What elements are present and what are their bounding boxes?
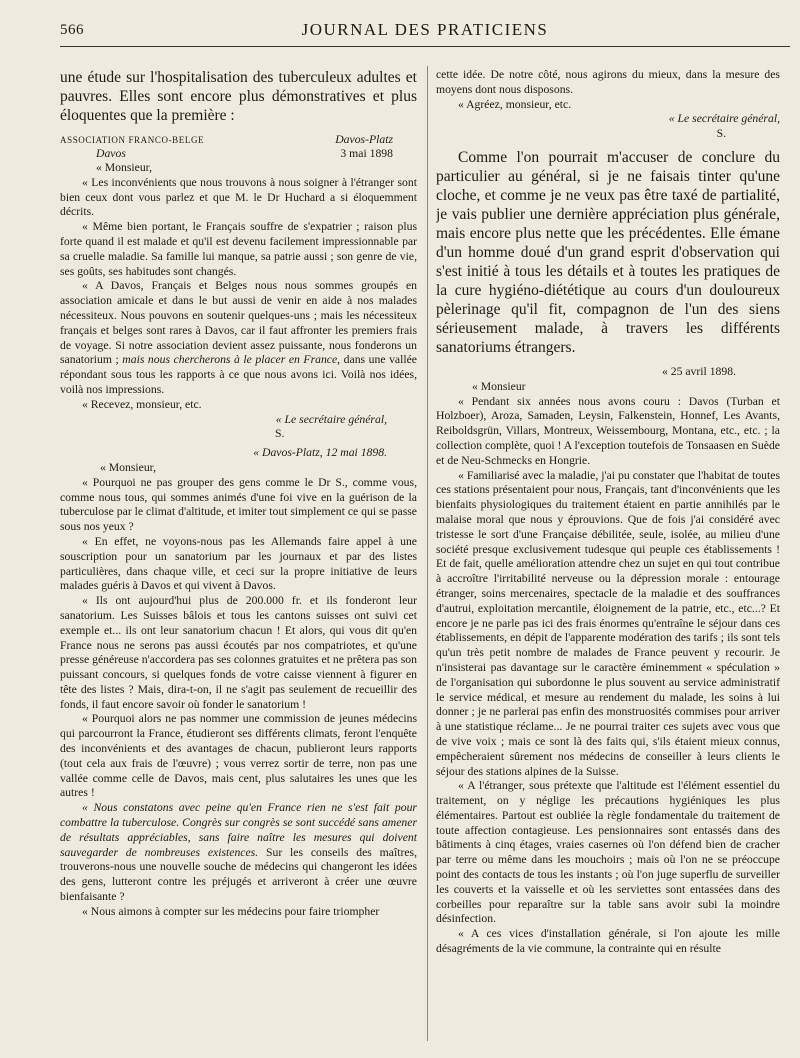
dateline: « Davos-Platz, 12 mai 1898. xyxy=(253,446,387,460)
letter-paragraph: « Familiarisé avec la maladie, j'ai pu constater que l'habitat de toutes ces stations présentaient pour nous, Français, tant d'inconvénients que les bienfaits physiologiques du traitement étaient en partie annihilés par le malaise moral que nous y éprouvions. Que de fois j'ai considéré avec tristesse le sort d'une Française débilitée, seule, isolée, au milieu d'une société presque exclusivement tudesque qui peuple ces établissements ! Et de fait, quelle amélioration attendre chez un sujet en qui tout contribue à accroître l'irritabilité nerveuse ou la dépression morale : entourage étranger, soins mercenaires, spectacle de la maladie et des souffrances d'autrui, exploitation mercantile, éloignement de la patrie, etc., etc...? Et encore je ne parle pas ici des frais énormes qu'entraîne le séjour dans ces établissements, en dépit de l'apparente modération des tarifs ; ils sont tels qu'un très petit nombre de malades de France peuvent y recourir. Je n'insisterai pas davantage sur le caractère éminemment « spéculation » de l'organisation qui subordonne le plus souvent au service administratif le service médical, et mesure au rendement du malade, les soins à lui donner ; je ne parlerai pas enfin des monstruosités commises pour arriver à une statistique réclame... Je ne pourrai traiter ces sujets avec vous que de vive voix ; mais ce sont là des faits qui, s'ils étaient mieux connus, empêcheraient sûrement nos médecins de conseiller à leurs clients le séjour des stations alpines de la Suisse. xyxy=(436,468,780,778)
letter-davos-12-mai xyxy=(60,446,417,920)
body-paragraph xyxy=(436,148,780,357)
left-column xyxy=(60,68,417,1048)
letter-heading-2 xyxy=(60,147,417,161)
letter-heading xyxy=(60,133,417,147)
page-number: 566 xyxy=(60,22,84,38)
letter-paragraph xyxy=(60,279,417,397)
letter-paragraph: cette idée. De notre côté, nous agirons du mieux, dans la mesure des moyens dont nous disposons. xyxy=(436,68,780,96)
letter-25-avril xyxy=(436,365,780,957)
letter-paragraph xyxy=(60,801,417,905)
letter-paragraph: « Les inconvénients que nous trouvons à nous soigner à l'étranger sont bien ceux dont vous parlez et que M. le Dr Huchard a si éloquemment décrits. xyxy=(60,175,417,219)
salutation: « Monsieur, xyxy=(96,161,153,174)
signature: S. xyxy=(275,427,285,441)
running-header xyxy=(60,20,790,46)
body-text: Comme l'on pourrait m'accuser de conclure du particulier au général, si je ne faisais tinter qu'une cloche, et comme je ne veux pas être taxé de partialité, je vais publier une dernière appréciation plus générale, mais encore plus nette que les précédentes. Elle émane d'un homme doué d'un grand esprit d'observation qui s'est initié à tous les détails et à toutes les pratiques de la cure hygiéno-diététique au cours d'un douloureux pèlerinage qu'il fit, compagnon de l'un des siens sérieusement malade, à travers les différents sanatoriums étrangers. xyxy=(436,148,780,356)
signature-title: « Le secrétaire général, xyxy=(275,412,387,426)
text-run: dans une vallée répondant sous tous les rapports à ce que nous avons ici. Voilà nos idées, voilà nos impressions. xyxy=(60,353,417,396)
letter-paragraph: « Recevez, monsieur, etc. xyxy=(82,397,202,411)
text-run: Sur les conseils des maîtres, trouverons-nous une nouvelle souche de médecins qui changeront les idées des gens, lutteront contre les préjugés et arriveront à créer une œuvre bienfaisante ? xyxy=(60,845,417,904)
letter-paragraph: « Pourquoi ne pas grouper des gens comme le Dr S., comme vous, comme nous tous, qui sommes animés d'une foi vive en la guérison de la tuberculose par le climat d'altitude, et imiter tout simplement ce qui se passe sous nos yeux ? xyxy=(60,475,417,534)
letter-paragraph: « Nous aimons à compter sur les médecins pour faire triompher xyxy=(82,904,380,918)
salutation: « Monsieur xyxy=(472,379,526,393)
letter-date: « 25 avril 1898. xyxy=(661,364,736,378)
association-place: Davos xyxy=(96,147,126,160)
letter-continuation xyxy=(436,68,780,142)
letter-paragraph: « En effet, ne voyons-nous pas les Allemands faire appel à une souscription pour un sanatorium par les journaux et par des listes particulières, dans chaque ville, et ceci sur la propre initiative de leurs malades guéris à Davos et qui vivent à Davos. xyxy=(60,534,417,593)
letter-paragraph: « A ces vices d'installation générale, si l'on ajoute les mille désagréments de la vie commune, la contrainte qui en résulte xyxy=(436,927,780,956)
association-name: ASSOCIATION FRANCO-BELGE xyxy=(60,135,205,145)
letter-paragraph: « Pourquoi alors ne pas nommer une commission de jeunes médecins qui parcourront la France, étudieront ses différents climats, feront l'enquête des inconvénients et des avantages de chacun, publieront leurs rapports (tout cela aux frais de l'œuvre) ; vous verrez sortir de terre, non pas une vallée comme celle de Davos, mais cent, plus salutaires les unes que les autres ! xyxy=(60,712,417,800)
letter-place: Davos-Platz xyxy=(335,133,393,146)
closing: « Agréez, monsieur, etc. xyxy=(458,97,572,111)
letter-paragraph: « Ils ont aujourd'hui plus de 200.000 fr. et ils fonderont leur sanatorium. Les Suisses bâlois et tous les cantons suisses ont suivi cet exemple et... ils ont leur sanatorium chacun ! Et alors, qui vous dit qu'en France nous ne serons pas aussi écoutés par nos compatriotes, et qu'une presse généreuse n'accordera pas ses colonnes gratuites et ne prêtera pas son puissant concours, si quelques fonds de votre caisse viennent à figurer en tête des listes ? Mais, dira-t-on, il ne s'agit pas seulement de recueillir des fonds, il faut encore savoir où fonder le sanatorium ! xyxy=(60,594,417,711)
text-run: « A Davos, Français et Belges nous nous sommes groupés en association amicale et dans le but aussi de venir en aide à nos malades nécessiteux. Nous pouvons en soutenir quelques-uns ; mais les nécessiteux français et belges sont rares à Davos, car il faut affronter les premiers frais de voyage. Si notre association devient assez puissante, nous fonderons un sanatorium ; xyxy=(60,279,417,367)
italic-run: mais nous chercherons à le placer en France, xyxy=(122,353,341,367)
letter-paragraph: « Même bien portant, le Français souffre de s'expatrier ; raison plus forte quand il est malade et qu'il est devenu facilement impressionnable par sa cruelle maladie. Sa famille lui manque, sa patrie aussi ; son genre de vie, ses goûts, ses habitudes sont changés. xyxy=(60,220,417,278)
journal-title: JOURNAL DES PRATICIENS xyxy=(301,20,549,39)
intro-text: une étude sur l'hospitalisation des tuberculeux adultes et pauvres. Elles sont encore plus démonstratives et plus éloquentes que la première : xyxy=(60,69,417,124)
column-divider xyxy=(427,66,428,1041)
signature: S. xyxy=(716,127,726,141)
signature-title: « Le secrétaire général, xyxy=(668,112,780,126)
italic-run: « Nous constatons avec peine qu'en France rien ne s'est fait pour combattre la tuberculose. Congrès sur congrès se sont succédé sans amener de résultats appréciables, sans faire naître les mesures qui doivent sauvegarder de nombreuses existences. xyxy=(60,801,417,859)
header-rule xyxy=(60,46,790,47)
letter-davos-3-mai xyxy=(60,133,417,442)
salutation: « Monsieur, xyxy=(100,460,157,474)
right-column xyxy=(436,68,780,1048)
letter-paragraph: « Pendant six années nous avons couru : Davos (Turban et Holzboer), Aroza, Samaden, Leysin, Falkenstein, Honnef, Les Avants, Reiboldsgrün, Villars, Montreux, Weissembourg, Montana, etc., etc. ; la collection complète, quoi ! A l'exception toutefois de Tonsaasen en Suède et de Neu-Schmecks en Hongrie. xyxy=(436,394,780,467)
letter-date: 3 mai 1898 xyxy=(340,147,393,160)
letter-paragraph: « A l'étranger, sous prétexte que l'altitude est l'élément essentiel du traitement, on y néglige les précautions hygiéniques les plus élémentaires. Partout est oubliée la règle fondamentale du traitement de toute affection contagieuse. Les pensionnaires sont entassés dans des bâtiments à cinq étages, vraies casernes où l'on défend bien de cracher par terre ou même dans les mouchoirs ; mais où l'on ne se préoccupe point des contacts de tous les instants ; où l'on juge superflu de surveiller les couverts et la vaisselle et où les serviettes sont entassées dans des corbeilles pour reparaître sur la table sans avoir subi la moindre désinfection. xyxy=(436,779,780,926)
intro-paragraph xyxy=(60,68,417,125)
